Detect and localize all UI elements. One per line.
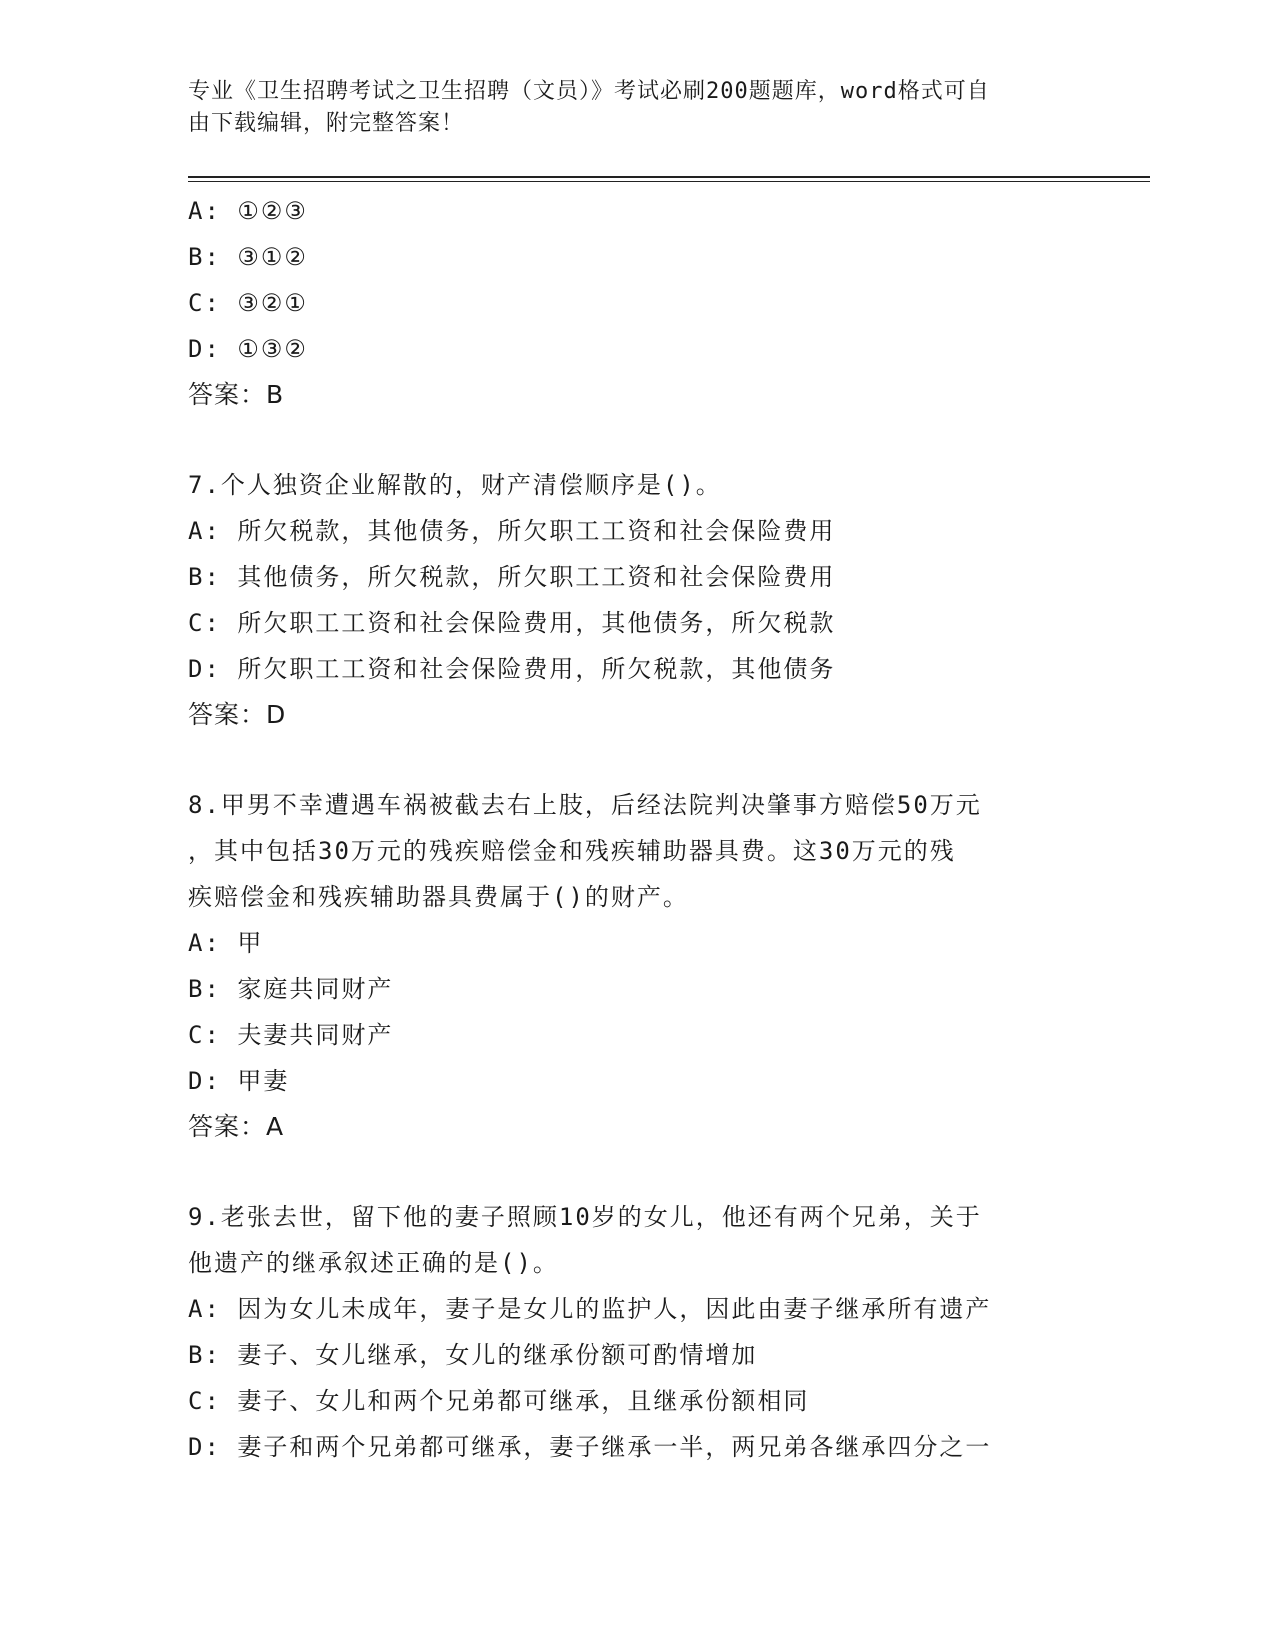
- header-divider-thin: [188, 181, 1150, 182]
- question-block-7: [188, 462, 1088, 738]
- option-a: A: 甲: [188, 929, 264, 957]
- option-a: A: 所欠税款，其他债务，所欠职工工资和社会保险费用: [188, 517, 836, 545]
- option-b: B: 其他债务，所欠税款，所欠职工工资和社会保险费用: [188, 563, 836, 591]
- question-stem-line: 他遗产的继承叙述正确的是()。: [188, 1249, 559, 1277]
- previous-question-block: [188, 188, 1088, 418]
- question-stem-line: 疾赔偿金和残疾辅助器具费属于()的财产。: [188, 883, 689, 911]
- option-c: C: 妻子、女儿和两个兄弟都可继承，且继承份额相同: [188, 1387, 810, 1415]
- option-d: D: 妻子和两个兄弟都可继承，妻子继承一半，两兄弟各继承四分之一: [188, 1433, 992, 1461]
- option-a: A: 因为女儿未成年，妻子是女儿的监护人，因此由妻子继承所有遗产: [188, 1295, 992, 1323]
- question-block-9: [188, 1194, 1088, 1470]
- option-d: D: ①③②: [188, 335, 308, 363]
- option-d: D: 所欠职工工资和社会保险费用，所欠税款，其他债务: [188, 655, 836, 683]
- answer-line: 答案：B: [188, 380, 285, 409]
- answer-line: 答案：A: [188, 1112, 285, 1141]
- question-stem-line: 8.甲男不幸遭遇车祸被截去右上肢，后经法院判决肇事方赔偿50万元: [188, 791, 982, 819]
- answer-line: 答案：D: [188, 700, 287, 729]
- header-line-1: 专业《卫生招聘考试之卫生招聘（文员）》考试必刷200题题库，word格式可自: [188, 79, 990, 104]
- option-a: A: ①②③: [188, 197, 308, 225]
- question-stem: [188, 782, 1088, 920]
- option-c: C: 夫妻共同财产: [188, 1021, 394, 1049]
- option-d: D: 甲妻: [188, 1067, 290, 1095]
- question-stem: [188, 462, 1088, 508]
- question-stem-line: ，其中包括30万元的残疾赔偿金和残疾辅助器具费。这30万元的残: [188, 837, 956, 865]
- question-stem-line: 7.个人独资企业解散的，财产清偿顺序是()。: [188, 471, 722, 499]
- option-b: B: ③①②: [188, 243, 308, 271]
- header-line-2: 由下载编辑，附完整答案！: [188, 111, 465, 136]
- header-divider-thick: [188, 176, 1150, 178]
- question-stem-line: 9.老张去世，留下他的妻子照顾10岁的女儿，他还有两个兄弟，关于: [188, 1203, 982, 1231]
- question-block-8: [188, 782, 1088, 1150]
- question-content: [188, 188, 1088, 1470]
- question-stem: [188, 1194, 1088, 1286]
- option-b: B: 妻子、女儿继承，女儿的继承份额可酌情增加: [188, 1341, 758, 1369]
- option-b: B: 家庭共同财产: [188, 975, 394, 1003]
- option-c: C: ③②①: [188, 289, 308, 317]
- option-c: C: 所欠职工工资和社会保险费用，其他债务，所欠税款: [188, 609, 836, 637]
- document-header: [188, 76, 1068, 140]
